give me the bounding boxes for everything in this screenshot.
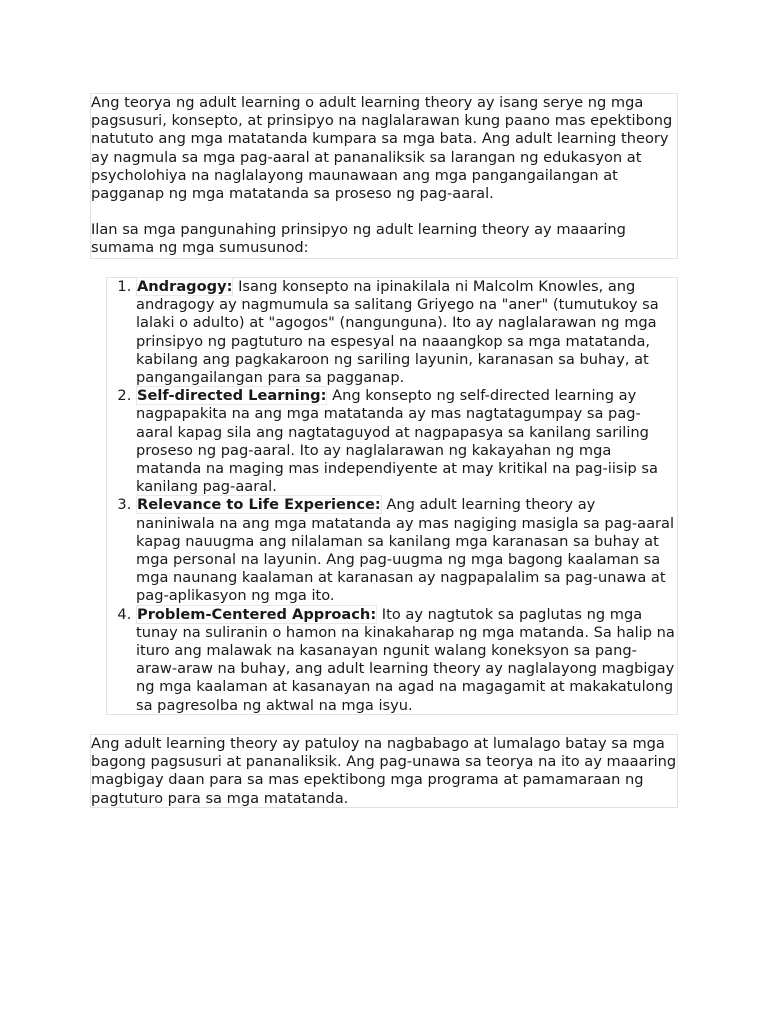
principle-term: Problem-Centered Approach: xyxy=(137,605,377,623)
principle-term: Relevance to Life Experience: xyxy=(137,496,381,514)
principles-list xyxy=(107,278,677,715)
principle-description: Ang adult learning theory ay naniniwala na ang mga matatanda ay mas nagiging masigla sa pag-aaral kapag nauugma ang nilalaman sa kanilang mga karanasan sa buhay at mga personal na layunin. Ang pag-uugma ng mga bagong kaalaman sa mga naunang kaalaman at karanasan ay nagpapalalim sa pag-unawa at pag-aplikasyon ng mga ito. xyxy=(136,496,675,605)
list-item xyxy=(136,387,677,496)
intro-section xyxy=(90,93,678,259)
principles-list-section xyxy=(106,277,678,715)
list-item xyxy=(136,496,677,605)
list-item xyxy=(136,278,677,387)
principle-description: Ang konsepto ng self-directed learning ay nagpapakita na ang mga matatanda ay mas nagtatagumpay sa pag-aaral kapag sila ang nagtataguyod at nagpapasya sa kanilang sariling proseso ng pag-aaral. Ito ay naglalarawan ng kakayahan ng mga matanda na maging mas independiyente at may kritikal na pag-iisip sa kanilang pag-aaral. xyxy=(136,387,658,496)
intro-paragraph: Ang teorya ng adult learning o adult learning theory ay isang serye ng mga pagsusuri, konsepto, at prinsipyo na naglalarawan kung paano mas epektibong natututo ang mga matatanda kumpara sa mga bata. Ang adult learning theory ay nagmula sa mga pag-aaral at pananaliksik sa larangan ng edukasyon at psycholohiya na naglalayong maunawaan ang mga pangangailangan at pagganap ng mga matatanda sa proseso ng pag-aaral. xyxy=(91,94,673,203)
principle-description: Isang konsepto na ipinakilala ni Malcolm Knowles, ang andragogy ay nagmumula sa salitang Griyego na "aner" (tumutukoy sa lalaki o adulto) at "agogos" (nangunguna). Ito ay naglalarawan ng mga prinsipyo ng pagtuturo na espesyal na naaangkop sa mga matatanda, kabilang ang pagkakaroon ng sariling layunin, karanasan sa buhay, at pangangailangan para sa pagganap. xyxy=(136,278,659,387)
principle-term: Andragogy: xyxy=(137,278,233,295)
paragraph-gap xyxy=(91,203,677,221)
closing-paragraph: Ang adult learning theory ay patuloy na nagbabago at lumalago batay sa mga bagong pagsusuri at pananaliksik. Ang pag-unawa sa teorya na ito ay maaaring magbigay daan para sa mas epektibong mga programa at pamamaraan ng pagtuturo para sa mga matatanda. xyxy=(91,735,677,807)
principles-lead-in: Ilan sa mga pangunahing prinsipyo ng adult learning theory ay maaaring sumama ng mga sumusunod: xyxy=(91,221,626,257)
closing-section xyxy=(90,734,678,808)
list-item xyxy=(136,606,677,715)
principle-description: Ito ay nagtutok sa paglutas ng mga tunay na suliranin o hamon na kinakaharap ng mga matanda. Sa halip na ituro ang malawak na kasanayan ngunit walang koneksyon sa pang-araw-araw na buhay, ang adult learning theory ay naglalayong magbigay ng mga kaalaman at kasanayan na agad na magagamit at makakatulong sa pagresolba ng aktwal na mga isyu. xyxy=(136,605,675,714)
principle-term: Self-directed Learning: xyxy=(137,387,327,405)
